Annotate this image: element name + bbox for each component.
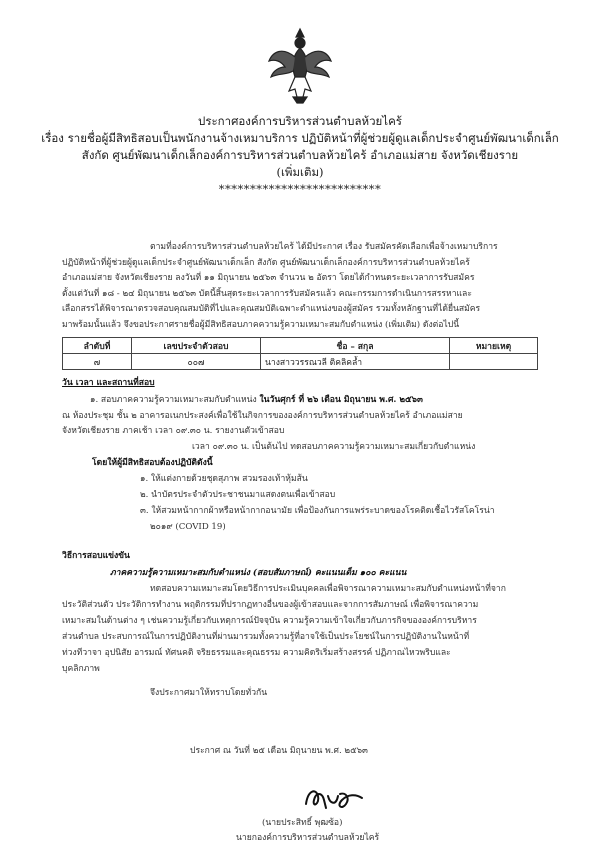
method-line-4: ส่วนตำบล ประสบการณ์ในการปฏิบัติงานที่ผ่านมารวมทั้งความรู้ที่อาจใช้เป็นประโยชน์ในการปฏิบัติงานในหน้าที่ [62, 632, 470, 642]
schedule-line-2: ณ ห้องประชุม ชั้น ๒ อาคารอเนกประสงค์เพื่อใช้ในกิจการขององค์การบริหารส่วนตำบลห้วยไคร้ อำเภอแม่สาย [62, 411, 463, 421]
title-line-3: สังกัด ศูนย์พัฒนาเด็กเล็กองค์การบริหารส่วนตำบลห้วยไคร้ อำเภอแม่สาย จังหวัดเชียงราย [81, 148, 519, 162]
candidate-table [62, 337, 538, 370]
signer-name: (นายประสิทธิ์ พุฒซ้อ) [262, 818, 343, 828]
title-line-2: เรื่อง รายชื่อผู้มีสิทธิสอบเป็นพนักงานจ้างเหมาบริการ ปฏิบัติหน้าที่ผู้ช่วยผู้ดูแลเด็กประจำศูนย์พัฒนาเด็กเล็ก [41, 131, 559, 145]
intro-line-3: อำเภอแม่สาย จังหวัดเชียงราย ลงวันที่ ๑๑ มิถุนายน ๒๕๖๓ จำนวน ๒ อัตรา โดยได้กำหนดระยะเวลาการรับสมัคร [62, 273, 475, 283]
intro-line-6: มาพร้อมนั้นแล้ว จึงขอประกาศรายชื่อผู้มีสิทธิสอบภาคความรู้ความเหมาะสมกับตำแหน่ง (เพิ่มเติม) ดังต่อไปนี้ [62, 320, 460, 330]
schedule-heading: วัน เวลา และสถานที่สอบ [62, 378, 155, 388]
schedule-item-1 [90, 393, 423, 409]
intro-line-5: เลือกสรรได้พิจารณาตรวจสอบคุณสมบัติที่ไปและคุณสมบัติเฉพาะตำแหน่งของผู้สมัคร รวมทั้งหลักฐานที่ได้ยื่นสมัคร [62, 304, 481, 314]
cell-remark [450, 354, 538, 370]
rule-item-3-cont: ๒๐๑๙ (COVID 19) [150, 522, 226, 532]
header-name: ชื่อ – สกุล [261, 338, 450, 354]
signature [300, 782, 370, 818]
schedule-line-3: จังหวัดเชียงราย ภาคเช้า เวลา ๐๙.๓๐ น. รายงานตัวเข้าสอบ [62, 426, 285, 436]
rule-item-2: ๒. นำบัตรประจำตัวประชาชนมาแสดงตนเพื่อเข้าสอบ [140, 490, 336, 500]
method-line-5: ท่วงทีวาจา อุปนิสัย อารมณ์ ทัศนคติ จริยธรรมและคุณธรรม ความคิดริเริ่มสร้างสรรค์ ปฏิภาณไหวพริบและ [62, 648, 451, 658]
rule-item-1: ๑. ให้แต่งกายด้วยชุดสุภาพ สวมรองเท้าหุ้มส้น [140, 474, 308, 484]
method-line-6: บุคลิกภาพ [62, 664, 100, 674]
signer-title: นายกองค์การบริหารส่วนตำบลห้วยไคร้ [236, 833, 380, 843]
header-exam-id: เลขประจำตัวสอบ [132, 338, 261, 354]
announcement-title [40, 113, 560, 198]
schedule-item-1-a: ๑. สอบภาคความรู้ความเหมาะสมกับตำแหน่ง [90, 395, 260, 405]
cell-name: นางสาววรรณวลี ติคลิคล้ำ [261, 354, 450, 370]
cell-exam-id: ๐๐๗ [132, 354, 261, 370]
header-order: ลำดับที่ [63, 338, 132, 354]
method-heading: วิธีการสอบแข่งขัน [62, 551, 130, 561]
method-line-1: ทดสอบความเหมาะสมโดยวิธีการประเมินบุคคลเพื่อพิจารณาความเหมาะสมกับตำแหน่งหน้าที่จาก [150, 584, 506, 594]
cell-order: ๗ [63, 354, 132, 370]
table-header-row [63, 338, 538, 354]
intro-line-2: ปฏิบัติหน้าที่ผู้ช่วยผู้ดูแลเด็กประจำศูนย์พัฒนาเด็กเล็ก สังกัด ศูนย์พัฒนาเด็กเล็กองค์การบริหารส่วนตำบลห้วยไคร้ [62, 258, 470, 268]
garuda-emblem [265, 25, 335, 105]
closing-line: จึงประกาศมาให้ทราบโดยทั่วกัน [150, 688, 268, 698]
date-line: ประกาศ ณ วันที่ ๒๕ เดือน มิถุนายน พ.ศ. ๒๕๖๓ [190, 746, 368, 756]
schedule-item-1-date: ในวันศุกร์ ที่ ๒๖ เดือน มิถุนายน พ.ศ. ๒๕๖๓ [259, 395, 423, 405]
title-line-4: (เพิ่มเติม) [276, 165, 324, 179]
star-divider: ************************** [218, 182, 382, 196]
method-subheading: ภาคความรู้ความเหมาะสมกับตำแหน่ง (สอบสัมภาษณ์) คะแนนเต็ม ๑๐๐ คะแนน [110, 568, 407, 578]
table-row [63, 354, 538, 370]
method-line-2: ประวัติส่วนตัว ประวัติการทำงาน พฤติกรรมที่ปรากฏทางอื่นของผู้เข้าสอบและจากการสัมภาษณ์ เพื่อพิจารณาความ [62, 600, 479, 610]
rules-heading: โดยให้ผู้มีสิทธิสอบต้องปฏิบัติดังนี้ [92, 458, 213, 468]
rule-item-3: ๓. ให้สวมหน้ากากผ้าหรือหน้ากากอนามัย เพื่อป้องกันการแพร่ระบาดของโรคติดเชื้อไวรัสโคโรน่า [140, 506, 495, 516]
intro-line-4: ตั้งแต่วันที่ ๑๘ - ๒๔ มิถุนายน ๒๕๖๓ บัดนี้สิ้นสุดระยะเวลาการรับสมัครแล้ว คณะกรรมการดำเนินการสรรหาและ [62, 289, 472, 299]
header-remark: หมายเหตุ [450, 338, 538, 354]
title-line-1: ประกาศองค์การบริหารส่วนตำบลห้วยไคร้ [198, 114, 402, 128]
intro-line-1: ตามที่องค์การบริหารส่วนตำบลห้วยไคร้ ได้มีประกาศ เรื่อง รับสมัครคัดเลือกเพื่อจ้างเหมาบริการ [150, 242, 498, 252]
schedule-line-4: เวลา ๐๙.๓๐ น. เป็นต้นไป ทดสอบภาคความรู้ความเหมาะสมเกี่ยวกับตำแหน่ง [192, 442, 476, 452]
method-line-3: เหมาะสมในด้านต่าง ๆ เช่นความรู้เกี่ยวกับเหตุการณ์ปัจจุบัน ความรู้ความเข้าใจเกี่ยวกับภารกิจขององค์การบริหาร [62, 616, 477, 626]
